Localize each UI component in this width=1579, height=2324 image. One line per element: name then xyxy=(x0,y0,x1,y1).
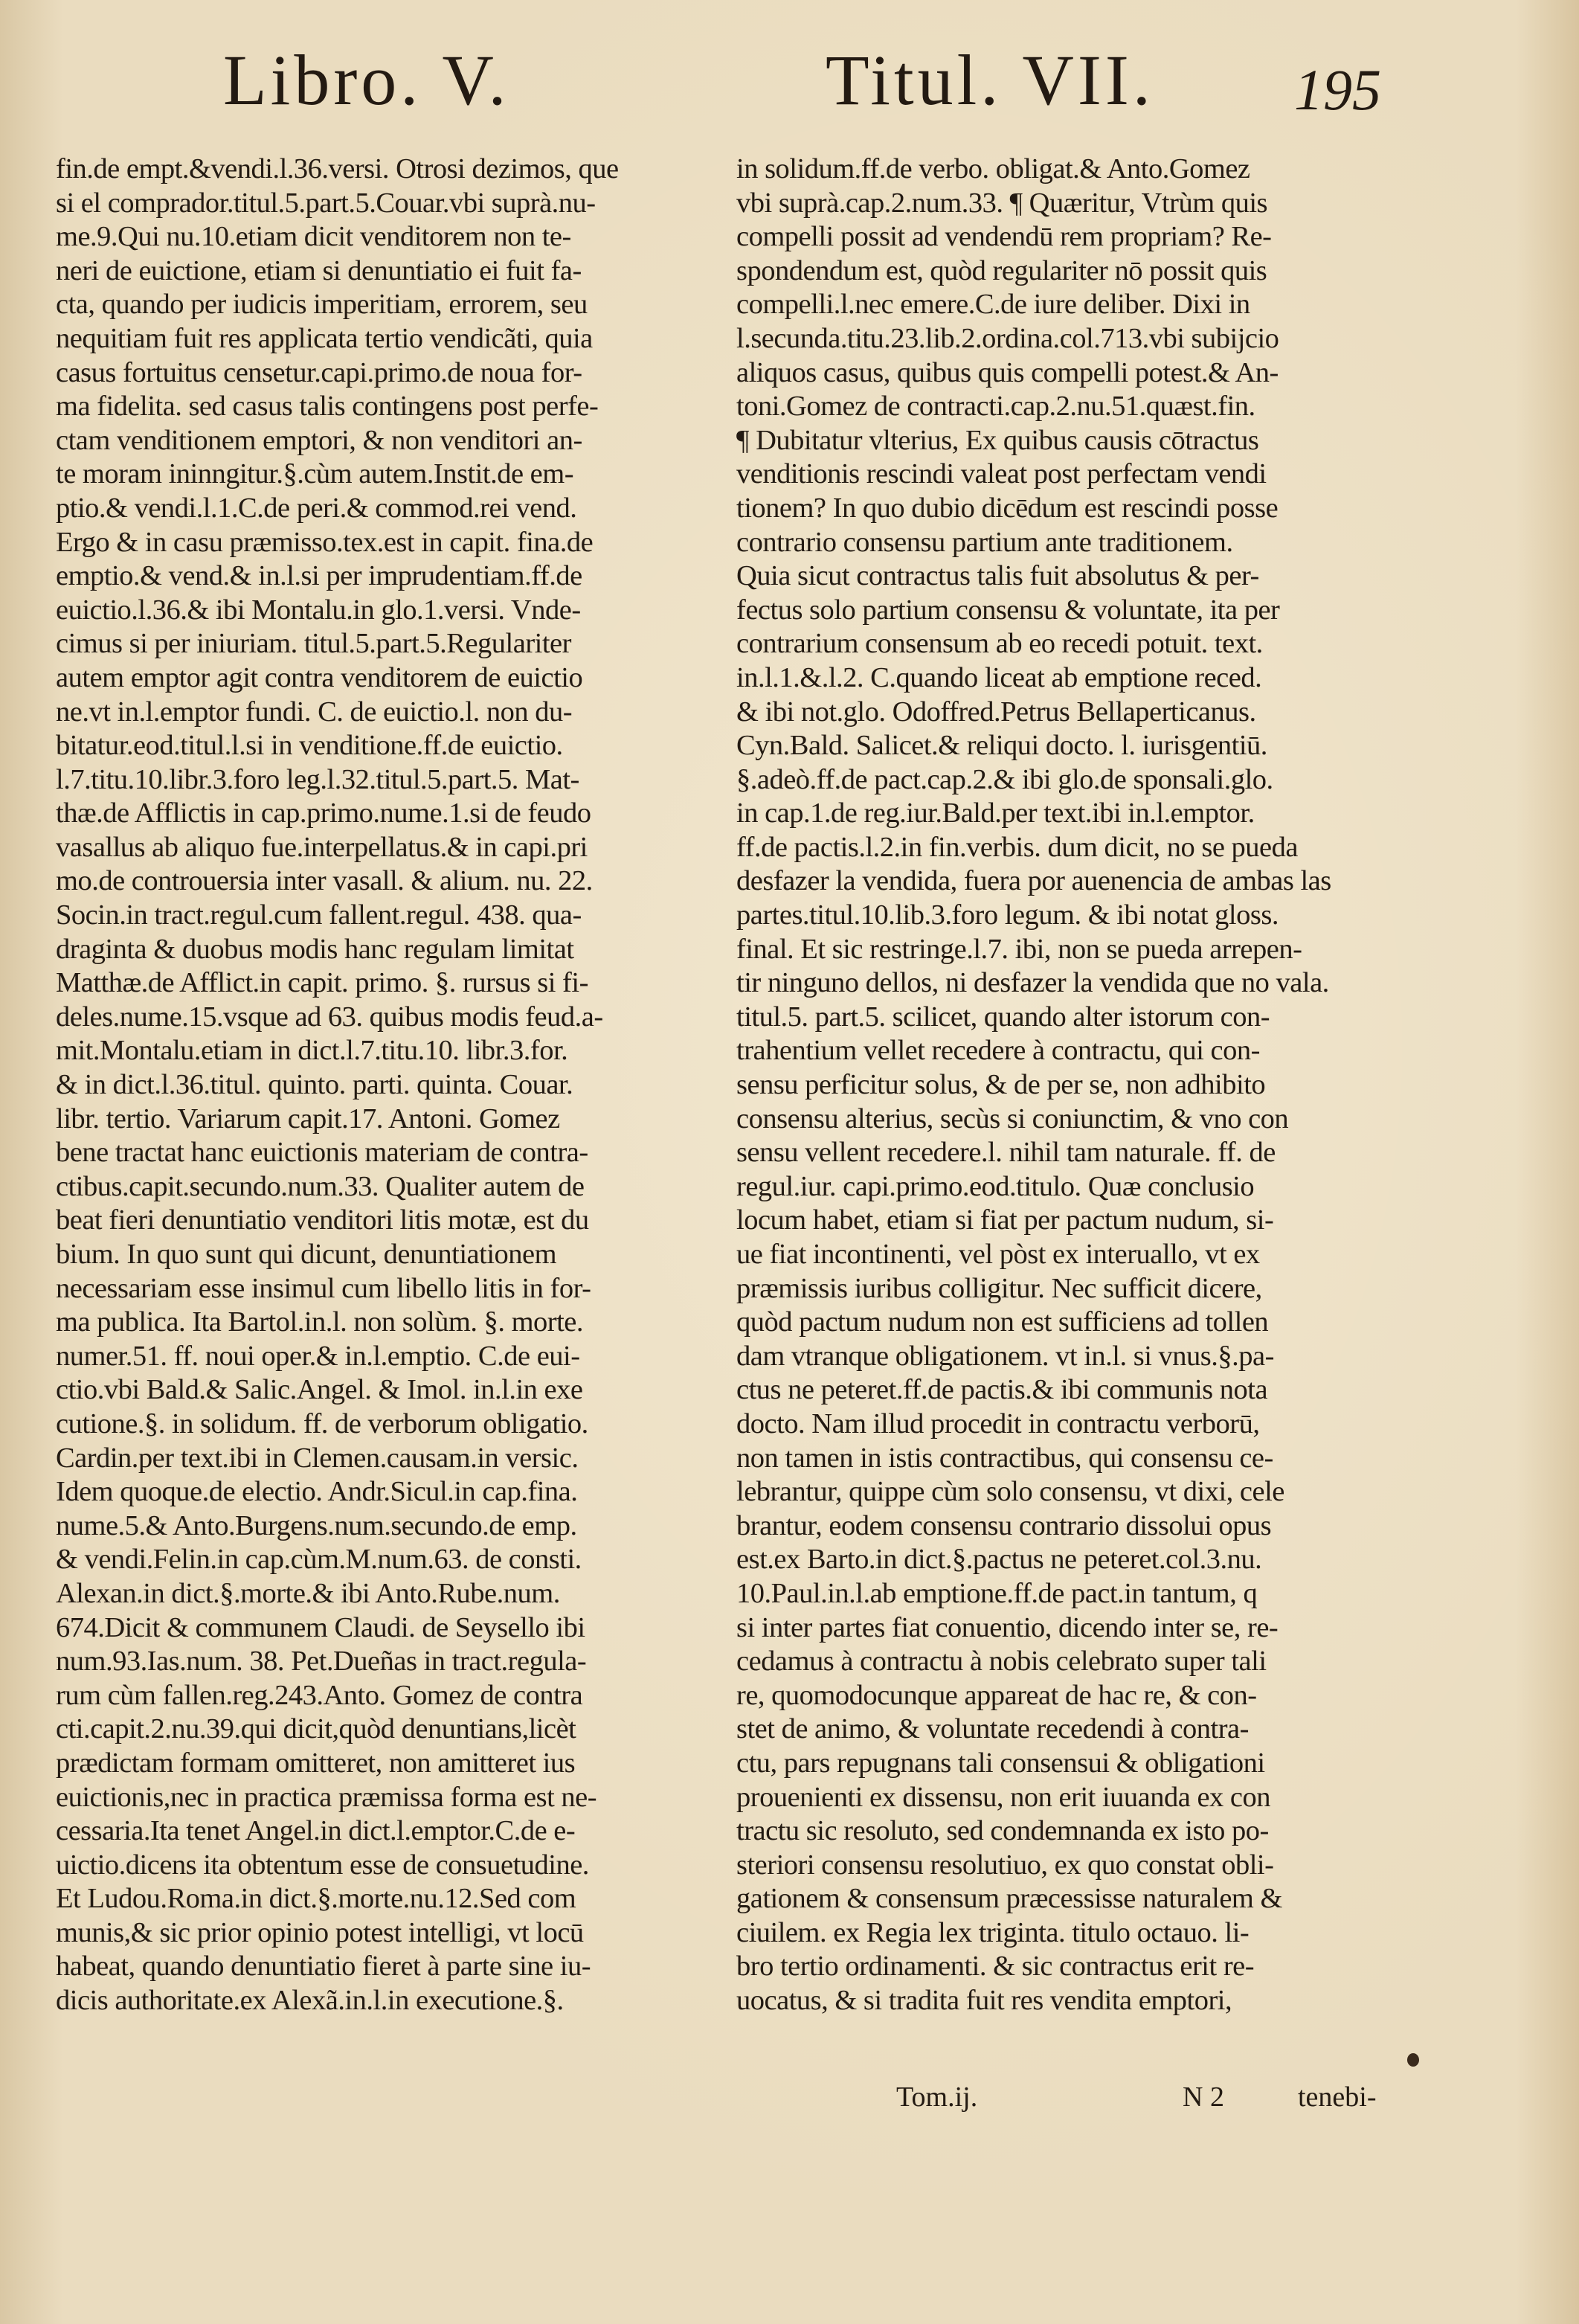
text-line: tractu sic resoluto, sed condemnanda ex isto po- xyxy=(736,1815,1269,1847)
text-line: beat fieri denuntiatio venditori litis motæ, est du xyxy=(56,1204,589,1236)
text-line: l.7.titu.10.libr.3.foro leg.l.32.titul.5.part.5. Mat- xyxy=(56,763,579,795)
text-line: spondendum est, quòd regulariter nō possit quis xyxy=(736,254,1267,286)
text-line: Idem quoque.de electio. Andr.Sicul.in cap.fina. xyxy=(56,1476,578,1508)
text-line: desfazer la vendida, fuera por auenencia de ambas las xyxy=(736,865,1331,897)
text-line: emptio.& vend.& in.l.si per imprudentiam.ff.de xyxy=(56,560,582,592)
text-line: numer.51. ff. noui oper.& in.l.emptio. C.de eui- xyxy=(56,1340,580,1372)
text-line: §.adeò.ff.de pact.cap.2.& ibi glo.de sponsali.glo. xyxy=(736,763,1273,795)
text-line: ciuilem. ex Regia lex triginta. titulo octauo. li- xyxy=(736,1916,1250,1948)
text-line: regul.iur. capi.primo.eod.titulo. Quæ conclusio xyxy=(736,1170,1255,1202)
text-line: steriori consensu resolutiuo, ex quo constat obli- xyxy=(736,1849,1274,1881)
text-line: præmissis iuribus colligitur. Nec sufficit dicere, xyxy=(736,1272,1262,1304)
running-header xyxy=(0,0,1579,149)
text-line: ctam venditionem emptori, & non venditori an- xyxy=(56,424,582,456)
text-line: te moram ininngitur.§.cùm autem.Instit.de em- xyxy=(56,458,574,490)
text-line: & ibi not.glo. Odoffred.Petrus Bellaperticanus. xyxy=(736,696,1256,728)
text-line: fectus solo partium consensu & voluntate, ita per xyxy=(736,594,1280,626)
text-line: lebrantur, quippe cùm solo consensu, vt dixi, cele xyxy=(736,1476,1284,1508)
text-line: ne.vt in.l.emptor fundi. C. de euictio.l. non du- xyxy=(56,696,573,728)
text-line: cimus si per iniuriam. titul.5.part.5.Regulariter xyxy=(56,628,571,660)
text-line: vbi suprà.cap.2.num.33. ¶ Quæritur, Vtrùm quis xyxy=(736,187,1268,219)
text-line: Cyn.Bald. Salicet.& reliqui docto. l. iurisgentiū. xyxy=(736,730,1267,762)
text-line: docto. Nam illud procedit in contractu verborū, xyxy=(736,1407,1260,1439)
text-line: Quia sicut contractus talis fuit absolutus & per- xyxy=(736,560,1259,592)
text-line: mit.Montalu.etiam in dict.l.7.titu.10. libr.3.for. xyxy=(56,1035,568,1067)
text-line: contrarium consensum ab eo recedi potuit. text. xyxy=(736,628,1263,660)
text-line: sensu perficitur solus, & de per se, non adhibito xyxy=(736,1069,1266,1101)
text-line: ma publica. Ita Bartol.in.l. non solùm. §. morte. xyxy=(56,1306,584,1338)
text-line: thæ.de Afflictis in cap.primo.nume.1.si de feudo xyxy=(56,797,591,829)
text-line: dam vtranque obligationem. vt in.l. si vnus.§.pa- xyxy=(736,1340,1274,1372)
text-line: uictio.dicens ita obtentum esse de consuetudine. xyxy=(56,1849,589,1881)
text-line: nequitiam fuit res applicata tertio vendicãti, quia xyxy=(56,322,593,354)
text-line: non tamen in istis contractibus, qui consensu ce- xyxy=(736,1442,1273,1474)
text-line: euictionis,nec in practica præmissa forma est ne- xyxy=(56,1781,597,1813)
text-line: cessaria.Ita tenet Angel.in dict.l.emptor.C.de e- xyxy=(56,1815,576,1847)
text-line: 674.Dicit & communem Claudi. de Seysello ibi xyxy=(56,1611,585,1643)
text-line: bitatur.eod.titul.l.si in venditione.ff.de euictio. xyxy=(56,730,563,762)
text-line: necessariam esse insimul cum libello litis in for- xyxy=(56,1272,591,1304)
text-line: ptio.& vendi.l.1.C.de peri.& commod.rei vend. xyxy=(56,492,577,524)
text-line: sensu vellent recedere.l. nihil tam naturale. ff. de xyxy=(736,1137,1276,1169)
text-line: prouenienti ex dissensu, non erit iuuanda ex con xyxy=(736,1781,1271,1813)
text-line: ¶ Dubitatur vlterius, Ex quibus causis cōtractus xyxy=(736,424,1259,456)
text-line: nume.5.& Anto.Burgens.num.secundo.de emp. xyxy=(56,1509,577,1541)
text-line: neri de euictione, etiam si denuntiatio ei fuit fa- xyxy=(56,254,582,286)
text-line: compelli possit ad vendendū rem propriam? Re- xyxy=(736,221,1272,253)
text-line: quòd pactum nudum non est sufficiens ad tollen xyxy=(736,1306,1269,1338)
text-line: munis,& sic prior opinio potest intelligi, vt locū xyxy=(56,1916,584,1948)
text-line: aliquos casus, quibus quis compelli potest.& An- xyxy=(736,356,1279,388)
text-line: final. Et sic restringe.l.7. ibi, non se pueda arrepen- xyxy=(736,933,1302,965)
text-line: Alexan.in dict.§.morte.& ibi Anto.Rube.num. xyxy=(56,1577,560,1609)
text-line: cedamus à contractu à nobis celebrato super tali xyxy=(736,1646,1267,1678)
text-line: bium. In quo sunt qui dicunt, denuntiationem xyxy=(56,1239,557,1270)
text-line: ctus ne peteret.ff.de pactis.& ibi communis nota xyxy=(736,1374,1268,1406)
text-line: venditionis rescindi valeat post perfectam vendi xyxy=(736,458,1267,490)
text-line: in.l.1.&.l.2. C.quando liceat ab emptione reced. xyxy=(736,661,1262,693)
header-book: Libro. V. xyxy=(223,40,510,120)
text-line: re, quomodocunque appareat de hac re, & con- xyxy=(736,1679,1257,1711)
text-line: stet de animo, & voluntate recedendi à contra- xyxy=(736,1713,1249,1745)
right-text-column xyxy=(736,153,1376,2018)
text-line: ue fiat incontinenti, vel pòst ex interuallo, vt ex xyxy=(736,1239,1260,1270)
text-line: est.ex Barto.in dict.§.pactus ne peteret.col.3.nu. xyxy=(736,1544,1262,1576)
page-number: 195 xyxy=(1294,57,1381,122)
text-line: mo.de controuersia inter vasall. & alium. nu. 22. xyxy=(56,865,593,897)
text-line: contrario consensu partium ante traditionem. xyxy=(736,526,1233,558)
text-line: partes.titul.10.lib.3.foro legum. & ibi notat gloss. xyxy=(736,899,1279,931)
footer-catchword: tenebi- xyxy=(1298,2081,1377,2113)
text-line: habeat, quando denuntiatio fieret à parte sine iu- xyxy=(56,1951,591,1983)
text-line: dicis authoritate.ex Alexã.in.l.in executione.§. xyxy=(56,1985,564,2017)
text-line: prædictam formam omitteret, non amitteret ius xyxy=(56,1747,576,1779)
text-line: trahentium vellet recedere à contractu, qui con- xyxy=(736,1035,1260,1067)
text-line: in solidum.ff.de verbo. obligat.& Anto.Gomez xyxy=(736,153,1250,184)
text-line: in cap.1.de reg.iur.Bald.per text.ibi in.l.emptor. xyxy=(736,797,1255,829)
text-line: libr. tertio. Variarum capit.17. Antoni. Gomez xyxy=(56,1102,560,1134)
text-line: Matthæ.de Afflict.in capit. primo. §. rursus si fi- xyxy=(56,967,588,999)
text-line: ff.de pactis.l.2.in fin.verbis. dum dicit, no se pueda xyxy=(736,831,1298,863)
text-line: fin.de empt.&vendi.l.36.versi. Otrosi dezimos, que xyxy=(56,153,619,184)
text-line: si el comprador.titul.5.part.5.Couar.vbi suprà.nu- xyxy=(56,187,596,219)
footer-signature: N 2 xyxy=(1183,2081,1224,2113)
text-line: toni.Gomez de contracti.cap.2.nu.51.quæst.fin. xyxy=(736,391,1255,423)
text-line: tionem? In quo dubio dicēdum est rescindi posse xyxy=(736,492,1279,524)
text-line: casus fortuitus censetur.capi.primo.de noua for- xyxy=(56,356,582,388)
left-text-column xyxy=(56,153,688,2018)
text-line: brantur, eodem consensu contrario dissolui opus xyxy=(736,1509,1272,1541)
text-line: ctio.vbi Bald.& Salic.Angel. & Imol. in.l.in exe xyxy=(56,1374,583,1406)
footer-volume: Tom.ij. xyxy=(896,2081,978,2113)
text-line: locum habet, etiam si fiat per pactum nudum, si- xyxy=(736,1204,1274,1236)
text-line: compelli.l.nec emere.C.de iure deliber. Dixi in xyxy=(736,289,1250,321)
text-line: Socin.in tract.regul.cum fallent.regul. 438. qua- xyxy=(56,899,582,931)
text-line: autem emptor agit contra venditorem de euictio xyxy=(56,661,583,693)
text-line: ctu, pars repugnans tali consensui & obligationi xyxy=(736,1747,1265,1779)
text-line: bro tertio ordinamenti. & sic contractus erit re- xyxy=(736,1951,1255,1983)
text-line: deles.nume.15.vsque ad 63. quibus modis feud.a- xyxy=(56,1001,603,1033)
text-line: Ergo & in casu præmisso.tex.est in capit. fina.de xyxy=(56,526,594,558)
text-line: me.9.Qui nu.10.etiam dicit venditorem non te- xyxy=(56,221,571,253)
text-line: euictio.l.36.& ibi Montalu.in glo.1.versi. Vnde- xyxy=(56,594,581,626)
text-line: cutione.§. in solidum. ff. de verborum obligatio. xyxy=(56,1407,588,1439)
header-title: Titul. VII. xyxy=(826,40,1154,120)
text-line: l.secunda.titu.23.lib.2.ordina.col.713.vbi subijcio xyxy=(736,322,1279,354)
text-line: gationem & consensum præcessisse naturalem & xyxy=(736,1883,1282,1915)
text-line: tir ninguno dellos, ni desfazer la vendida que no vala. xyxy=(736,967,1329,999)
text-line: ctibus.capit.secundo.num.33. Qualiter autem de xyxy=(56,1170,585,1202)
text-line: bene tractat hanc euictionis materiam de contra- xyxy=(56,1137,588,1169)
text-line: Et Ludou.Roma.in dict.§.morte.nu.12.Sed com xyxy=(56,1883,576,1915)
text-line: vasallus ab aliquo fue.interpellatus.& in capi.pri xyxy=(56,831,588,863)
text-line: 10.Paul.in.l.ab emptione.ff.de pact.in tantum, q xyxy=(736,1577,1258,1609)
text-line: cta, quando per iudicis imperitiam, errorem, seu xyxy=(56,289,588,321)
text-line: rum cùm fallen.reg.243.Anto. Gomez de contra xyxy=(56,1679,583,1711)
text-line: consensu alterius, secùs si coniunctim, & vno con xyxy=(736,1102,1289,1134)
text-line: cti.capit.2.nu.39.qui dicit,quòd denuntians,licèt xyxy=(56,1713,576,1745)
text-line: num.93.Ias.num. 38. Pet.Dueñas in tract.regula- xyxy=(56,1646,587,1678)
ink-spot xyxy=(1407,2053,1419,2067)
text-line: & vendi.Felin.in cap.cùm.M.num.63. de consti. xyxy=(56,1544,582,1576)
text-line: uocatus, & si tradita fuit res vendita emptori, xyxy=(736,1985,1232,2017)
text-line: Cardin.per text.ibi in Clemen.causam.in versic. xyxy=(56,1442,579,1474)
text-line: draginta & duobus modis hanc regulam limitat xyxy=(56,933,574,965)
text-line: titul.5. part.5. scilicet, quando alter istorum con- xyxy=(736,1001,1270,1033)
text-line: ma fidelita. sed casus talis contingens post perfe- xyxy=(56,391,599,423)
text-line: & in dict.l.36.titul. quinto. parti. quinta. Couar. xyxy=(56,1069,573,1101)
text-line: si inter partes fiat conuentio, dicendo inter se, re- xyxy=(736,1611,1279,1643)
